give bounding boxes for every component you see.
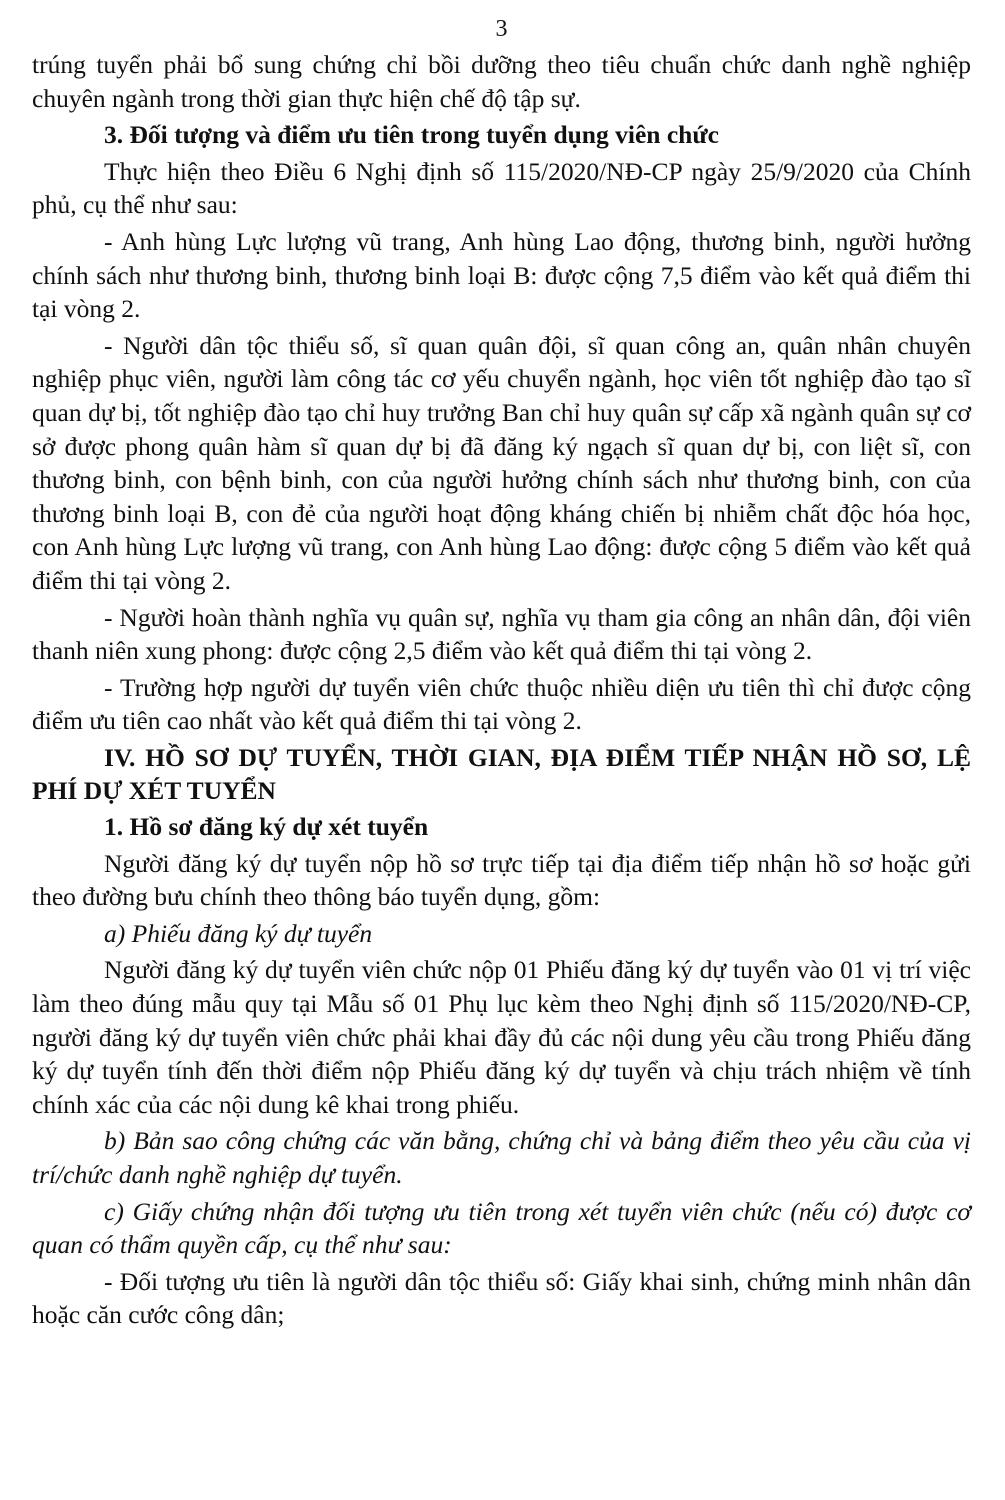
paragraph-priority-7-5: - Anh hùng Lực lượng vũ trang, Anh hùng Lao động, thương binh, người hưởng chính sách như thương binh, thương binh loại B: được cộng 7,5 điểm vào kết quả điểm thi tại vòng 2. [32, 226, 971, 324]
paragraph-decree-reference: Thực hiện theo Điều 6 Nghị định số 115/2020/NĐ-CP ngày 25/9/2020 của Chính phủ, cụ thể như sau: [32, 156, 971, 220]
item-a-heading: a) Phiếu đăng ký dự tuyển [104, 918, 373, 948]
paragraph-continuation: trúng tuyển phải bổ sung chứng chỉ bồi dưỡng theo tiêu chuẩn chức danh nghề nghiệp chuyên ngành trong thời gian thực hiện chế độ tập sự. [32, 50, 971, 113]
subsection-heading-1: 1. Hồ sơ đăng ký dự xét tuyển [104, 812, 429, 842]
section-heading-iv: IV. HỒ SƠ DỰ TUYỂN, THỜI GIAN, ĐỊA ĐIỂM TIẾP NHẬN HỒ SƠ, LỆ PHÍ DỰ XÉT TUYỂN [32, 742, 971, 806]
item-c: c) Giấy chứng nhận đối tượng ưu tiên trong xét tuyển viên chức (nếu có) được cơ quan có thẩm quyền cấp, cụ thể như sau: [32, 1196, 971, 1260]
paragraph-ethnic-minority-docs: - Đối tượng ưu tiên là người dân tộc thiểu số: Giấy khai sinh, chứng minh nhân dân hoặc căn cước công dân; [32, 1266, 971, 1330]
paragraph-priority-5: - Người dân tộc thiểu số, sĩ quan quân đội, sĩ quan công an, quân nhân chuyên nghiệp phục viên, người làm công tác cơ yếu chuyển ngành, học viên tốt nghiệp đào tạo sĩ quan dự bị, tốt nghiệp đào tạo chỉ huy trưởng Ban chỉ huy quân sự cấp xã ngành quân sự cơ sở được phong quân hàm sĩ quan dự bị đã đăng ký ngạch sĩ quan dự bị, con liệt sĩ, con thương binh, con bệnh binh, con của người hưởng chính sách như thương binh, con của thương binh loại B, con đẻ của người hoạt động kháng chiến bị nhiễm chất độc hóa học, con Anh hùng Lực lượng vũ trang, con Anh hùng Lao động: được cộng 5 điểm vào kết quả điểm thi tại vòng 2. [32, 330, 971, 595]
section-heading-3: 3. Đối tượng và điểm ưu tiên trong tuyển dụng viên chức [104, 120, 719, 150]
page-number: 3 [495, 16, 508, 42]
paragraph-submission: Người đăng ký dự tuyển nộp hồ sơ trực tiếp tại địa điểm tiếp nhận hồ sơ hoặc gửi theo đường bưu chính theo thông báo tuyển dụng, gồm: [32, 848, 971, 912]
paragraph-priority-2-5: - Người hoàn thành nghĩa vụ quân sự, nghĩa vụ tham gia công an nhân dân, đội viên thanh niên xung phong: được cộng 2,5 điểm vào kết quả điểm thi tại vòng 2. [32, 602, 971, 666]
paragraph-registration-form: Người đăng ký dự tuyển viên chức nộp 01 Phiếu đăng ký dự tuyển vào 01 vị trí việc làm theo đúng mẫu quy tại Mẫu số 01 Phụ lục kèm theo Nghị định số 115/2020/NĐ-CP, người đăng ký dự tuyển viên chức phải khai đầy đủ các nội dung yêu cầu trong Phiếu đăng ký dự tuyển tính đến thời điểm nộp Phiếu đăng ký dự tuyển và chịu trách nhiệm về tính chính xác của các nội dung kê khai trong phiếu. [32, 955, 971, 1119]
item-b: b) Bản sao công chứng các văn bằng, chứng chỉ và bảng điểm theo yêu cầu của vị trí/chức danh nghề nghiệp dự tuyển. [32, 1126, 971, 1189]
paragraph-multiple-priority: - Trường hợp người dự tuyển viên chức thuộc nhiều diện ưu tiên thì chỉ được cộng điểm ưu tiên cao nhất vào kết quả điểm thi tại vòng 2. [32, 672, 971, 736]
